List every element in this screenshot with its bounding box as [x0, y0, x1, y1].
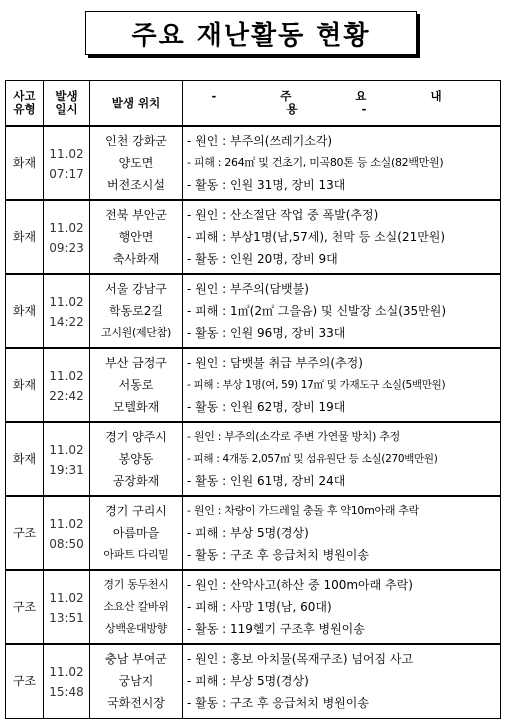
row-location: 충남 부여군 궁남지 국화전시장: [90, 644, 183, 718]
table-row: [6, 200, 501, 274]
row-content: - 원인 : 산악사고(하산 중 100m아래 추락) - 피해 : 사망 1명(남, 60대) - 활동 : 119헬기 구조후 병원이송: [183, 570, 501, 644]
row-datetime: 11.02 15:48: [44, 644, 90, 718]
row-type: 화재: [6, 348, 44, 422]
row-content: - 원인 : 담뱃불 취급 부주의(추정) - 피해 : 부상 1명(여, 59) 17㎡ 및 가재도구 소실(5백만원) - 활동 : 인원 62명, 장비 19대: [183, 348, 501, 422]
table-row: [6, 496, 501, 570]
row-datetime: 11.02 22:42: [44, 348, 90, 422]
row-content: - 원인 : 부주의(소각로 주변 가연물 방치) 추정 - 피해 : 4개동 2,057㎡ 및 섬유원단 등 소실(270백만원) - 활동 : 인원 61명, 장비 24대: [183, 422, 501, 496]
table-row: [6, 570, 501, 644]
row-location: 부산 금정구 서동로 모텔화재: [90, 348, 183, 422]
row-datetime: 11.02 13:51: [44, 570, 90, 644]
page-title: 주요 재난활동 현황: [131, 20, 371, 51]
row-datetime: 11.02 09:23: [44, 200, 90, 274]
table-row: [6, 126, 501, 200]
row-content: - 원인 : 산소절단 작업 중 폭발(추정) - 피해 : 부상1명(남,57세), 천막 등 소실(21만원) - 활동 : 인원 20명, 장비 9대: [183, 200, 501, 274]
row-location: 경기 동두천시 소요산 칼바위 상백운대방향: [90, 570, 183, 644]
row-type: 화재: [6, 422, 44, 496]
row-datetime: 11.02 07:17: [44, 126, 90, 200]
header-type: 사고 유형: [6, 81, 44, 127]
row-content: - 원인 : 차량이 가드레일 충돌 후 약10m아래 추락 - 피해 : 부상 5명(경상) - 활동 : 구조 후 응급처치 병원이송: [183, 496, 501, 570]
row-type: 구조: [6, 570, 44, 644]
row-location: 경기 구리시 아름마을 아파트 다리밑: [90, 496, 183, 570]
table-row: [6, 644, 501, 718]
table-row: [6, 422, 501, 496]
row-location: 전북 부안군 행안면 축사화재: [90, 200, 183, 274]
row-location: 서울 강남구 학동로2길 고시원(제단참): [90, 274, 183, 348]
table-row: [6, 348, 501, 422]
row-type: 화재: [6, 200, 44, 274]
row-datetime: 11.02 14:22: [44, 274, 90, 348]
row-content: - 원인 : 부주의(쓰레기소각) - 피해 : 264㎡ 및 건초기, 미곡80톤 등 소실(82백만원) - 활동 : 인원 31명, 장비 13대: [183, 126, 501, 200]
row-content: - 원인 : 부주의(담뱃불) - 피해 : 1㎡(2㎡ 그을음) 및 신발장 소실(35만원) - 활동 : 인원 96명, 장비 33대: [183, 274, 501, 348]
header-content: - 주 요 내 용 -: [183, 81, 501, 127]
row-location: 경기 양주시 봉양동 공장화재: [90, 422, 183, 496]
row-type: 화재: [6, 274, 44, 348]
row-type: 구조: [6, 496, 44, 570]
row-type: 구조: [6, 644, 44, 718]
header-time: 발생 일시: [44, 81, 90, 127]
row-type: 화재: [6, 126, 44, 200]
table-row: [6, 274, 501, 348]
title-box: [85, 11, 417, 55]
row-location: 인천 강화군 양도면 버전조시설: [90, 126, 183, 200]
header-location: 발생 위치: [90, 81, 183, 127]
table-header: [6, 81, 501, 127]
disaster-table: [5, 80, 501, 719]
row-datetime: 11.02 08:50: [44, 496, 90, 570]
row-content: - 원인 : 홍보 아치물(목재구조) 넘어짐 사고 - 피해 : 부상 5명(경상) - 활동 : 구조 후 응급처치 병원이송: [183, 644, 501, 718]
row-datetime: 11.02 19:31: [44, 422, 90, 496]
